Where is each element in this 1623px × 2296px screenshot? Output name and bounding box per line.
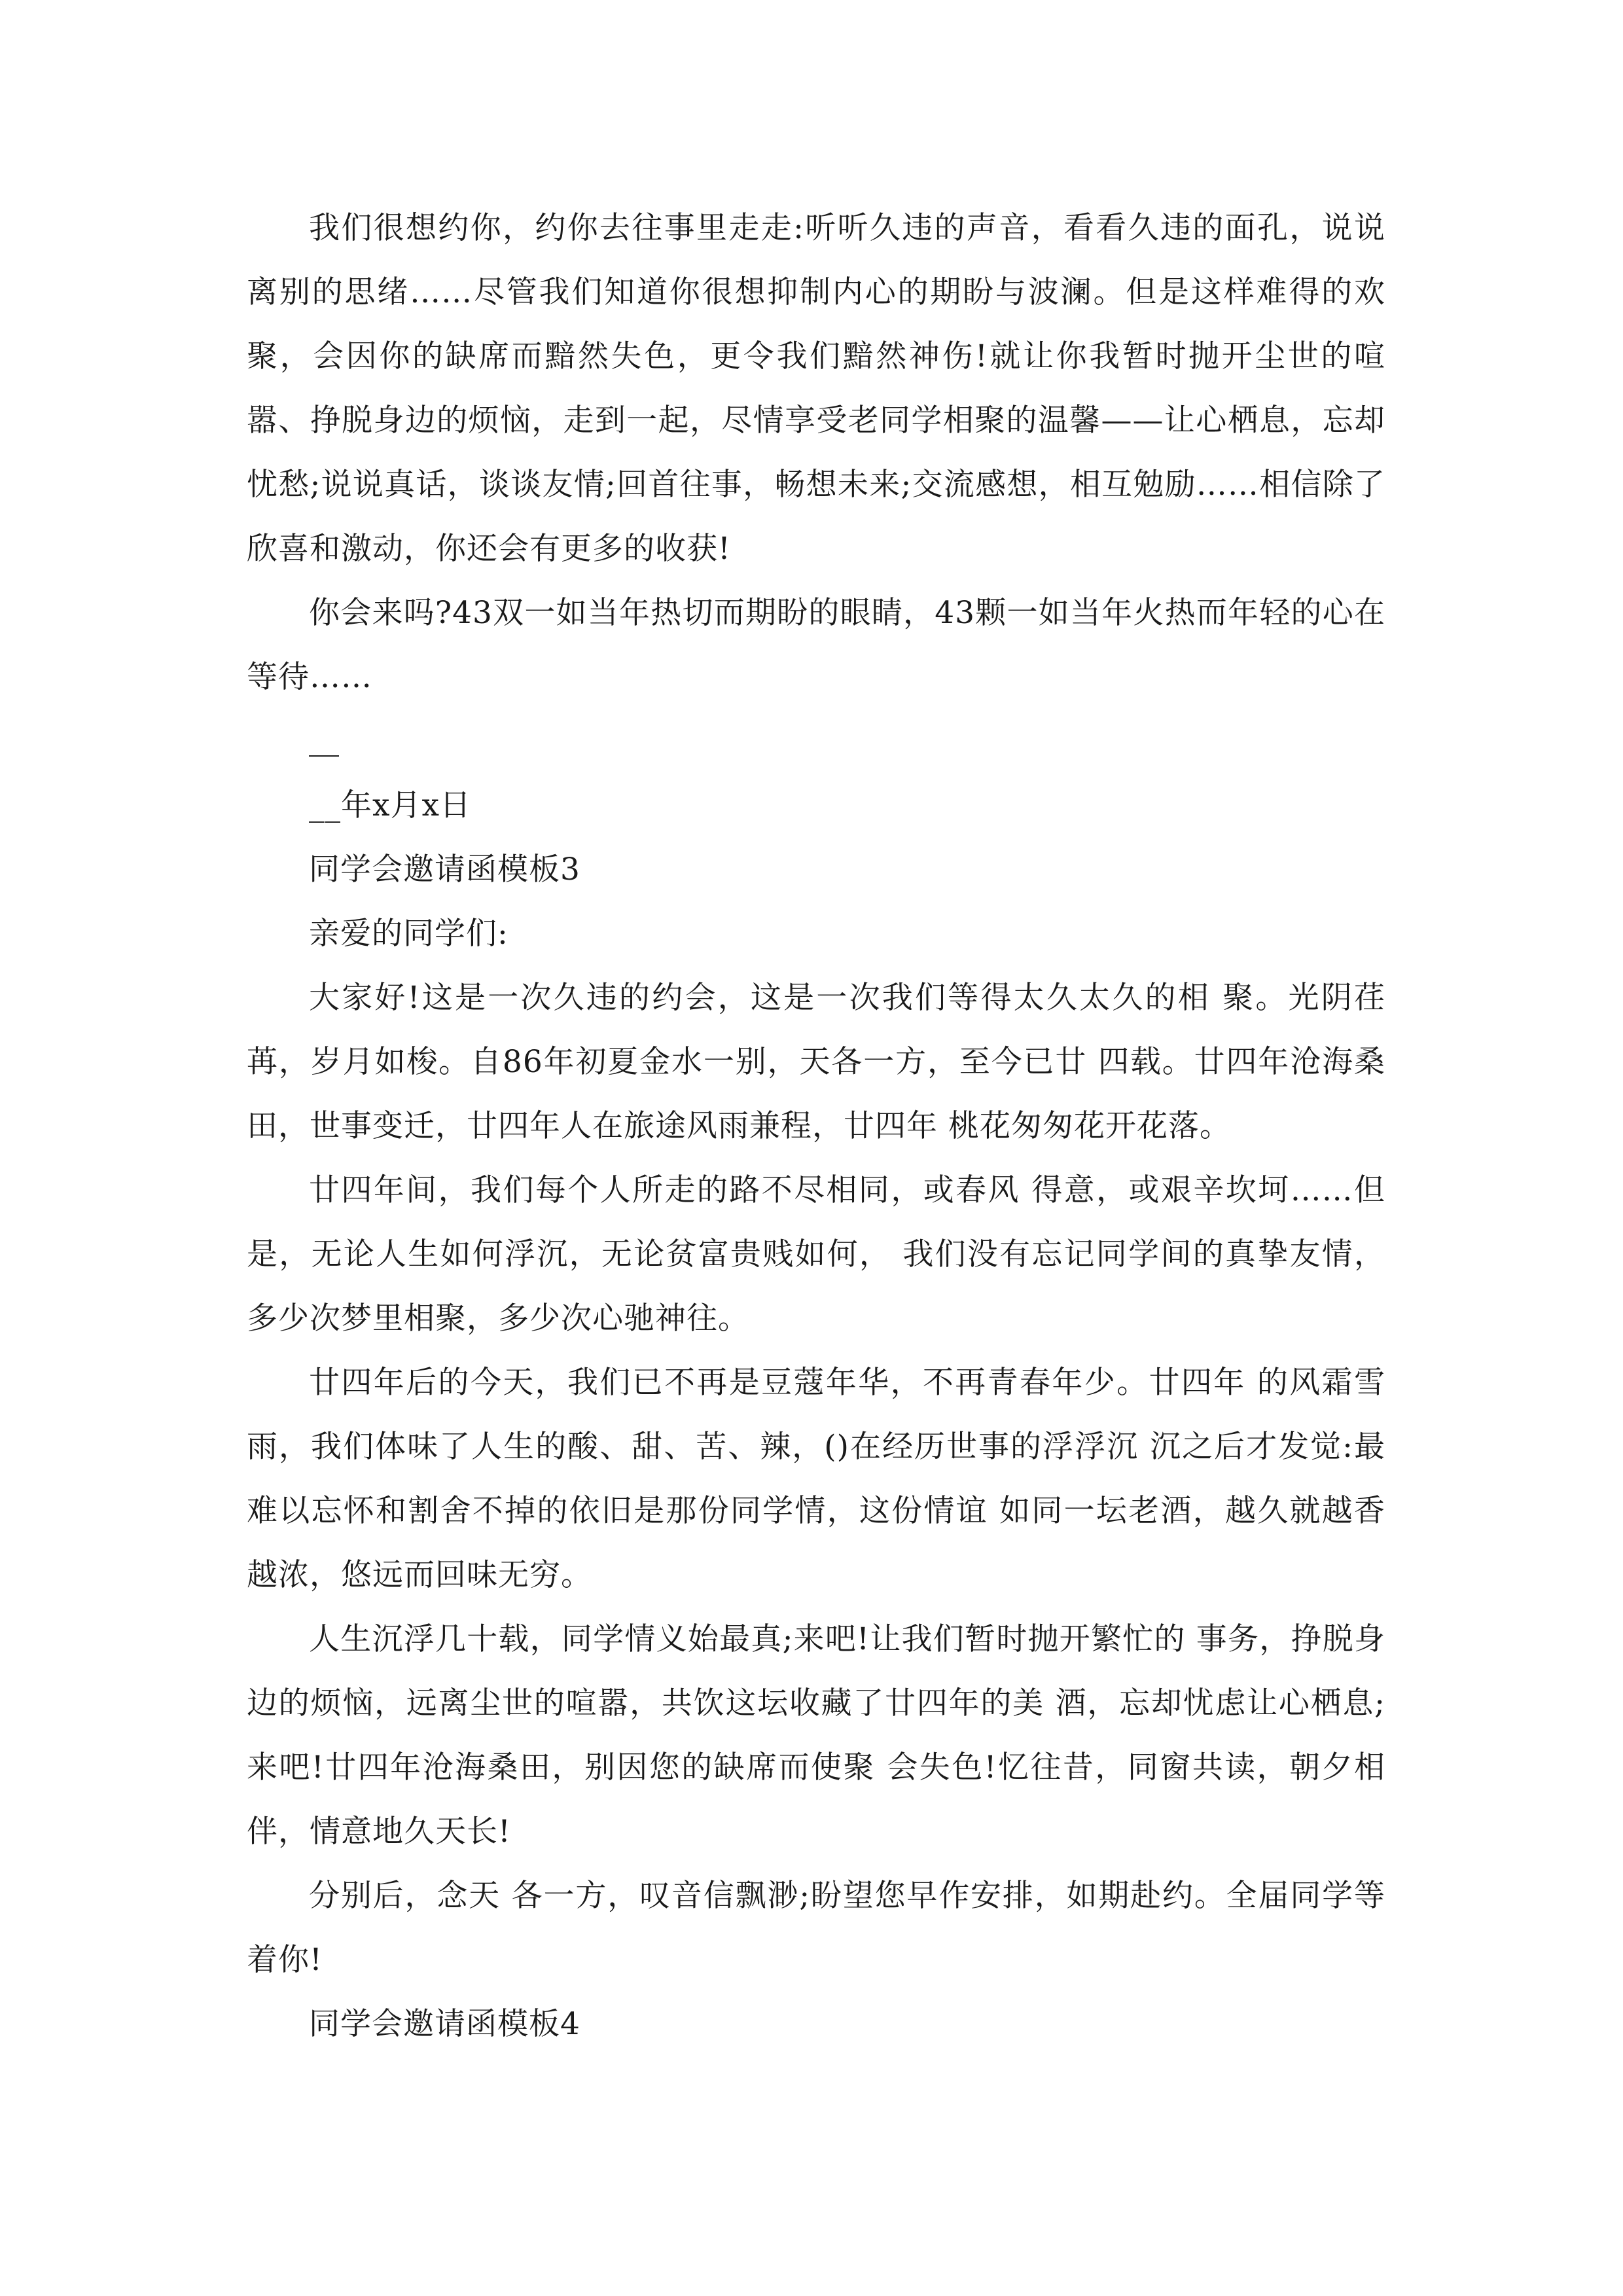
- signature-line: [247, 709, 1385, 774]
- paragraph-will-you-come: 你会来吗?43双一如当年热切而期盼的眼睛，43颗一如当年火热而年轻的心在等待……: [247, 595, 1385, 695]
- paragraph-long-awaited-meeting: 大家好!这是一次久违的约会，这是一次我们等得太久太久的相 聚。光阴荏苒，岁月如梭。自86年初夏金水一别，天各一方，至今已廿 四载。廿四年沧海桑田，世事变迁，廿四年人在旅途风雨兼程，廿四年 桃花匆匆花开花落。: [247, 980, 1385, 1144]
- paragraph-come-together: 人生沉浮几十载，同学情义始最真;来吧!让我们暂时抛开繁忙的 事务，挣脱身边的烦恼，远离尘世的喧嚣，共饮这坛收藏了廿四年的美 酒，忘却忧虑让心栖息;来吧!廿四年沧海桑田，别因您的缺席而使聚 会失色!忆往昔，同窗共读，朝夕相伴，情意地久天长!: [247, 1621, 1385, 1850]
- greeting: 亲爱的同学们:: [309, 916, 508, 952]
- signature-date: __年x月x日: [309, 787, 472, 823]
- section-title-template-3: 同学会邀请函模板3: [309, 852, 580, 888]
- paragraph-invitation-intro: 我们很想约你，约你去往事里走走:听听久违的声音，看看久违的面孔，说说离别的思绪……尽管我们知道你很想抑制内心的期盼与波澜。但是这样难得的欢聚，会因你的缺席而黯然失色，更令我们黯然神伤!就让你我暂时抛开尘世的喧嚣、挣脱身边的烦恼，走到一起，尽情享受老同学相聚的温馨——让心栖息，忘却忧愁;说说真话，谈谈友情;回首往事，畅想未来;交流感想，相互勉励……相信除了欣喜和激动，你还会有更多的收获!: [247, 210, 1385, 567]
- paragraph-twenty-four-years: 廿四年间，我们每个人所走的路不尽相同，或春风 得意，或艰辛坎坷……但是，无论人生如何浮沉，无论贫富贵贱如何， 我们没有忘记同学间的真挚友情，多少次梦里相聚，多少次心驰神往。: [247, 1172, 1385, 1336]
- signature-underline: [309, 755, 339, 757]
- paragraph-classmate-friendship: 廿四年后的今天，我们已不再是豆蔻年华，不再青春年少。廿四年 的风霜雪雨，我们体味了人生的酸、甜、苦、辣，()在经历世事的浮浮沉 沉之后才发觉:最难以忘怀和割舍不掉的依旧是那份同学情，这份情谊 如同一坛老酒，越久就越香越浓，悠远而回味无穷。: [247, 1365, 1385, 1593]
- section-title-template-4: 同学会邀请函模板4: [309, 2006, 580, 2042]
- document-body: [247, 196, 1385, 2056]
- paragraph-please-attend: 分别后，念天 各一方，叹音信飘渺;盼望您早作安排，如期赴约。全届同学等着你!: [247, 1878, 1385, 1978]
